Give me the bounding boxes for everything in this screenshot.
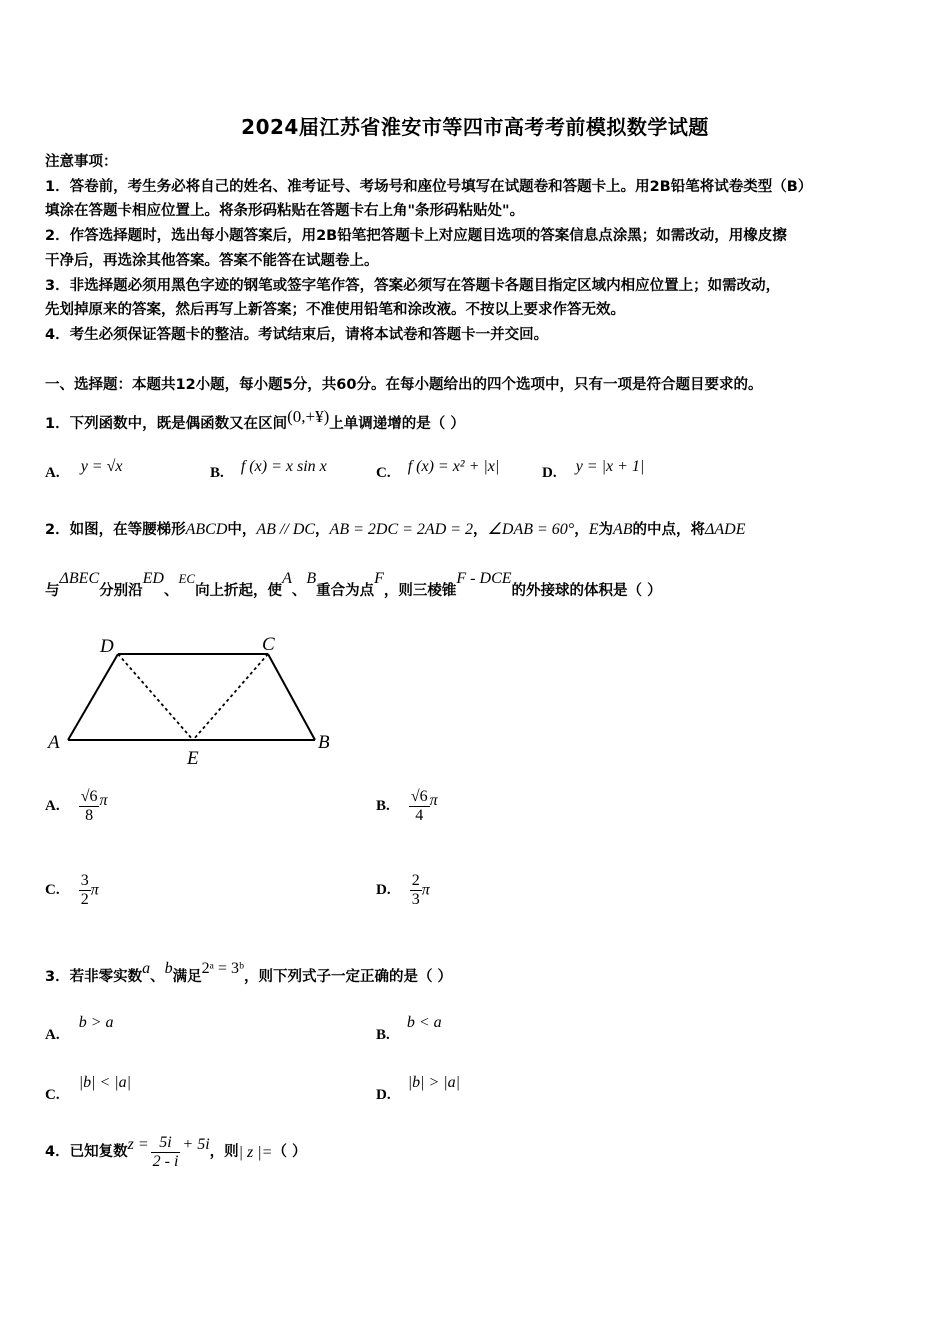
denominator: 4 (415, 807, 424, 824)
denominator: 2 (80, 891, 89, 908)
fraction (409, 788, 430, 825)
option-math: y = |x + 1| (575, 458, 645, 475)
option-label: A. (45, 798, 60, 814)
q1-stem-end: 上单调递增的是（ ） (329, 416, 465, 432)
fraction (79, 872, 91, 909)
math: F - DCE (456, 570, 512, 587)
math: z = (127, 1136, 149, 1153)
text: 的外接球的体积是（ ） (511, 583, 662, 599)
q2-option-c[interactable] (45, 872, 99, 909)
section-heading: 一、选择题：本题共12小题，每小题5分，共60分。在每小题给出的四个选项中，只有一项是符合题目要求的。 (45, 377, 763, 393)
q3-option-a[interactable] (45, 1012, 114, 1043)
option-math: y = √x (80, 458, 123, 475)
notice-line: 干净后，再选涂其他答案。答案不能答在试题卷上。 (45, 253, 379, 269)
q1-option-a[interactable] (45, 458, 123, 482)
math: | z |= (238, 1144, 273, 1161)
math: a (142, 960, 151, 977)
numerator: √6 (410, 788, 428, 805)
text: ，则 (209, 1144, 239, 1160)
q3-option-d[interactable] (376, 1072, 461, 1103)
notice-line: 2．作答选择题时，选出每小题答案后，用2B铅笔把答题卡上对应题目选项的答案信息点涂黑；如需改动，用橡皮擦 (45, 228, 787, 244)
fraction (79, 788, 100, 825)
q3-stem (45, 960, 452, 990)
option-label: C. (45, 1087, 60, 1103)
text: 的中点，将 (632, 522, 706, 538)
text: ， (574, 522, 589, 538)
label-e: E (187, 748, 199, 769)
denominator: 8 (85, 807, 94, 824)
option-label: B. (376, 798, 390, 814)
label-c: C (262, 634, 275, 655)
math: π (99, 791, 108, 809)
text: ， (473, 522, 488, 538)
text: 重合为点 (316, 583, 375, 599)
math: b (164, 960, 173, 977)
q2-stem-line2 (45, 570, 662, 604)
text: （ ） (272, 1144, 307, 1160)
text: 中， (227, 522, 257, 538)
option-math: b > a (78, 1014, 114, 1031)
text: 4．已知复数 (45, 1144, 128, 1160)
edge-de (118, 654, 193, 740)
math: ∠DAB = 60° (487, 521, 575, 538)
option-math: f (x) = x sin x (240, 458, 327, 475)
text: ， (315, 522, 330, 538)
text: 、 (163, 583, 179, 599)
option-label: B. (376, 1027, 390, 1043)
math: ED (142, 570, 164, 587)
numerator: 3 (80, 872, 89, 889)
trapezoid-figure (40, 630, 340, 770)
label-d: D (100, 636, 114, 657)
text: 与 (45, 583, 60, 599)
math: ABCD (185, 521, 228, 538)
fraction (410, 872, 422, 909)
numerator: 5i (151, 1134, 181, 1153)
math: A (282, 570, 292, 587)
math: AB // DC (256, 521, 316, 538)
denominator: 3 (411, 891, 420, 908)
text: ，则三棱锥 (383, 583, 457, 599)
math: ΔADE (705, 521, 746, 538)
label-a: A (48, 732, 60, 753)
page-title: 2024届江苏省淮安市等四市高考考前模拟数学试题 (241, 115, 709, 139)
math: ΔBEC (59, 570, 100, 587)
option-math: f (x) = x² + |x| (407, 458, 500, 475)
math: AB = 2DC = 2AD = 2 (329, 521, 474, 538)
edge-cb (268, 654, 315, 740)
notice-line: 先划掉原来的答案，然后再写上新答案；不准使用铅笔和涂改液。不按以上要求作答无效。 (45, 302, 625, 318)
text: 3．若非零实数 (45, 969, 143, 985)
option-label: C. (45, 882, 60, 898)
option-label: C. (376, 465, 391, 481)
q1-option-c[interactable] (376, 458, 500, 482)
q1-stem-text: 1．下列函数中，既是偶函数又在区间 (45, 416, 288, 432)
notice-line: 1．答卷前，考生务必将自己的姓名、准考证号、考场号和座位号填写在试题卷和答题卡上。用2B铅笔将试卷类型（B） (45, 179, 813, 195)
notice-line: 填涂在答题卡相应位置上。将条形码粘贴在答题卡右上角"条形码粘贴处"。 (45, 203, 525, 219)
q1-option-d[interactable] (542, 458, 645, 482)
q3-option-c[interactable] (45, 1072, 132, 1103)
edge-ce (193, 654, 268, 740)
option-math: |b| < |a| (78, 1074, 132, 1091)
math: B (306, 570, 317, 587)
q2-option-b[interactable] (376, 788, 438, 825)
q3-option-b[interactable] (376, 1012, 442, 1043)
option-label: A. (45, 1027, 60, 1043)
q1-interval: (0,+¥) (287, 407, 330, 426)
text: 分别沿 (99, 583, 143, 599)
math: F (374, 570, 384, 587)
option-label: A. (45, 465, 60, 481)
q1-option-b[interactable] (210, 458, 327, 482)
math: 2ᵃ = 3ᵇ (201, 960, 244, 977)
option-label: D. (376, 882, 391, 898)
q2-stem-line1 (45, 517, 746, 543)
text: ，则下列式子一定正确的是（ ） (243, 969, 452, 985)
math: + 5i (182, 1136, 210, 1153)
q2-option-d[interactable] (376, 872, 430, 909)
math: AB (612, 521, 633, 538)
q4-stem (45, 1134, 307, 1171)
math: π (421, 881, 430, 899)
text: 满足 (172, 969, 202, 985)
text: 2．如图，在等腰梯形 (45, 522, 186, 538)
option-math: |b| > |a| (407, 1074, 461, 1091)
text: 、 (150, 969, 165, 985)
option-label: D. (542, 465, 557, 481)
denominator: 2 - i (152, 1153, 179, 1170)
text: 为 (598, 522, 613, 538)
numerator: 2 (411, 872, 420, 889)
option-label: D. (376, 1087, 391, 1103)
notice-heading: 注意事项： (45, 154, 118, 170)
math: EC (178, 571, 196, 586)
q2-option-a[interactable] (45, 788, 107, 825)
math: π (429, 791, 438, 809)
fraction (151, 1134, 181, 1171)
edge-ad (68, 654, 118, 740)
label-b: B (318, 732, 330, 753)
text: 向上折起，使 (195, 583, 283, 599)
option-math: b < a (406, 1014, 442, 1031)
option-label: B. (210, 465, 224, 481)
q1-stem (45, 407, 465, 437)
math: π (90, 881, 99, 899)
notice-line: 3．非选择题必须用黑色字迹的钢笔或签字笔作答，答案必须写在答题卡各题目指定区域内相应位置上；如需改动， (45, 278, 781, 294)
numerator: √6 (80, 788, 98, 805)
notice-line: 4．考生必须保证答题卡的整洁。考试结束后，请将本试卷和答题卡一并交回。 (45, 327, 549, 343)
text: 、 (291, 583, 307, 599)
math: E (588, 521, 599, 538)
